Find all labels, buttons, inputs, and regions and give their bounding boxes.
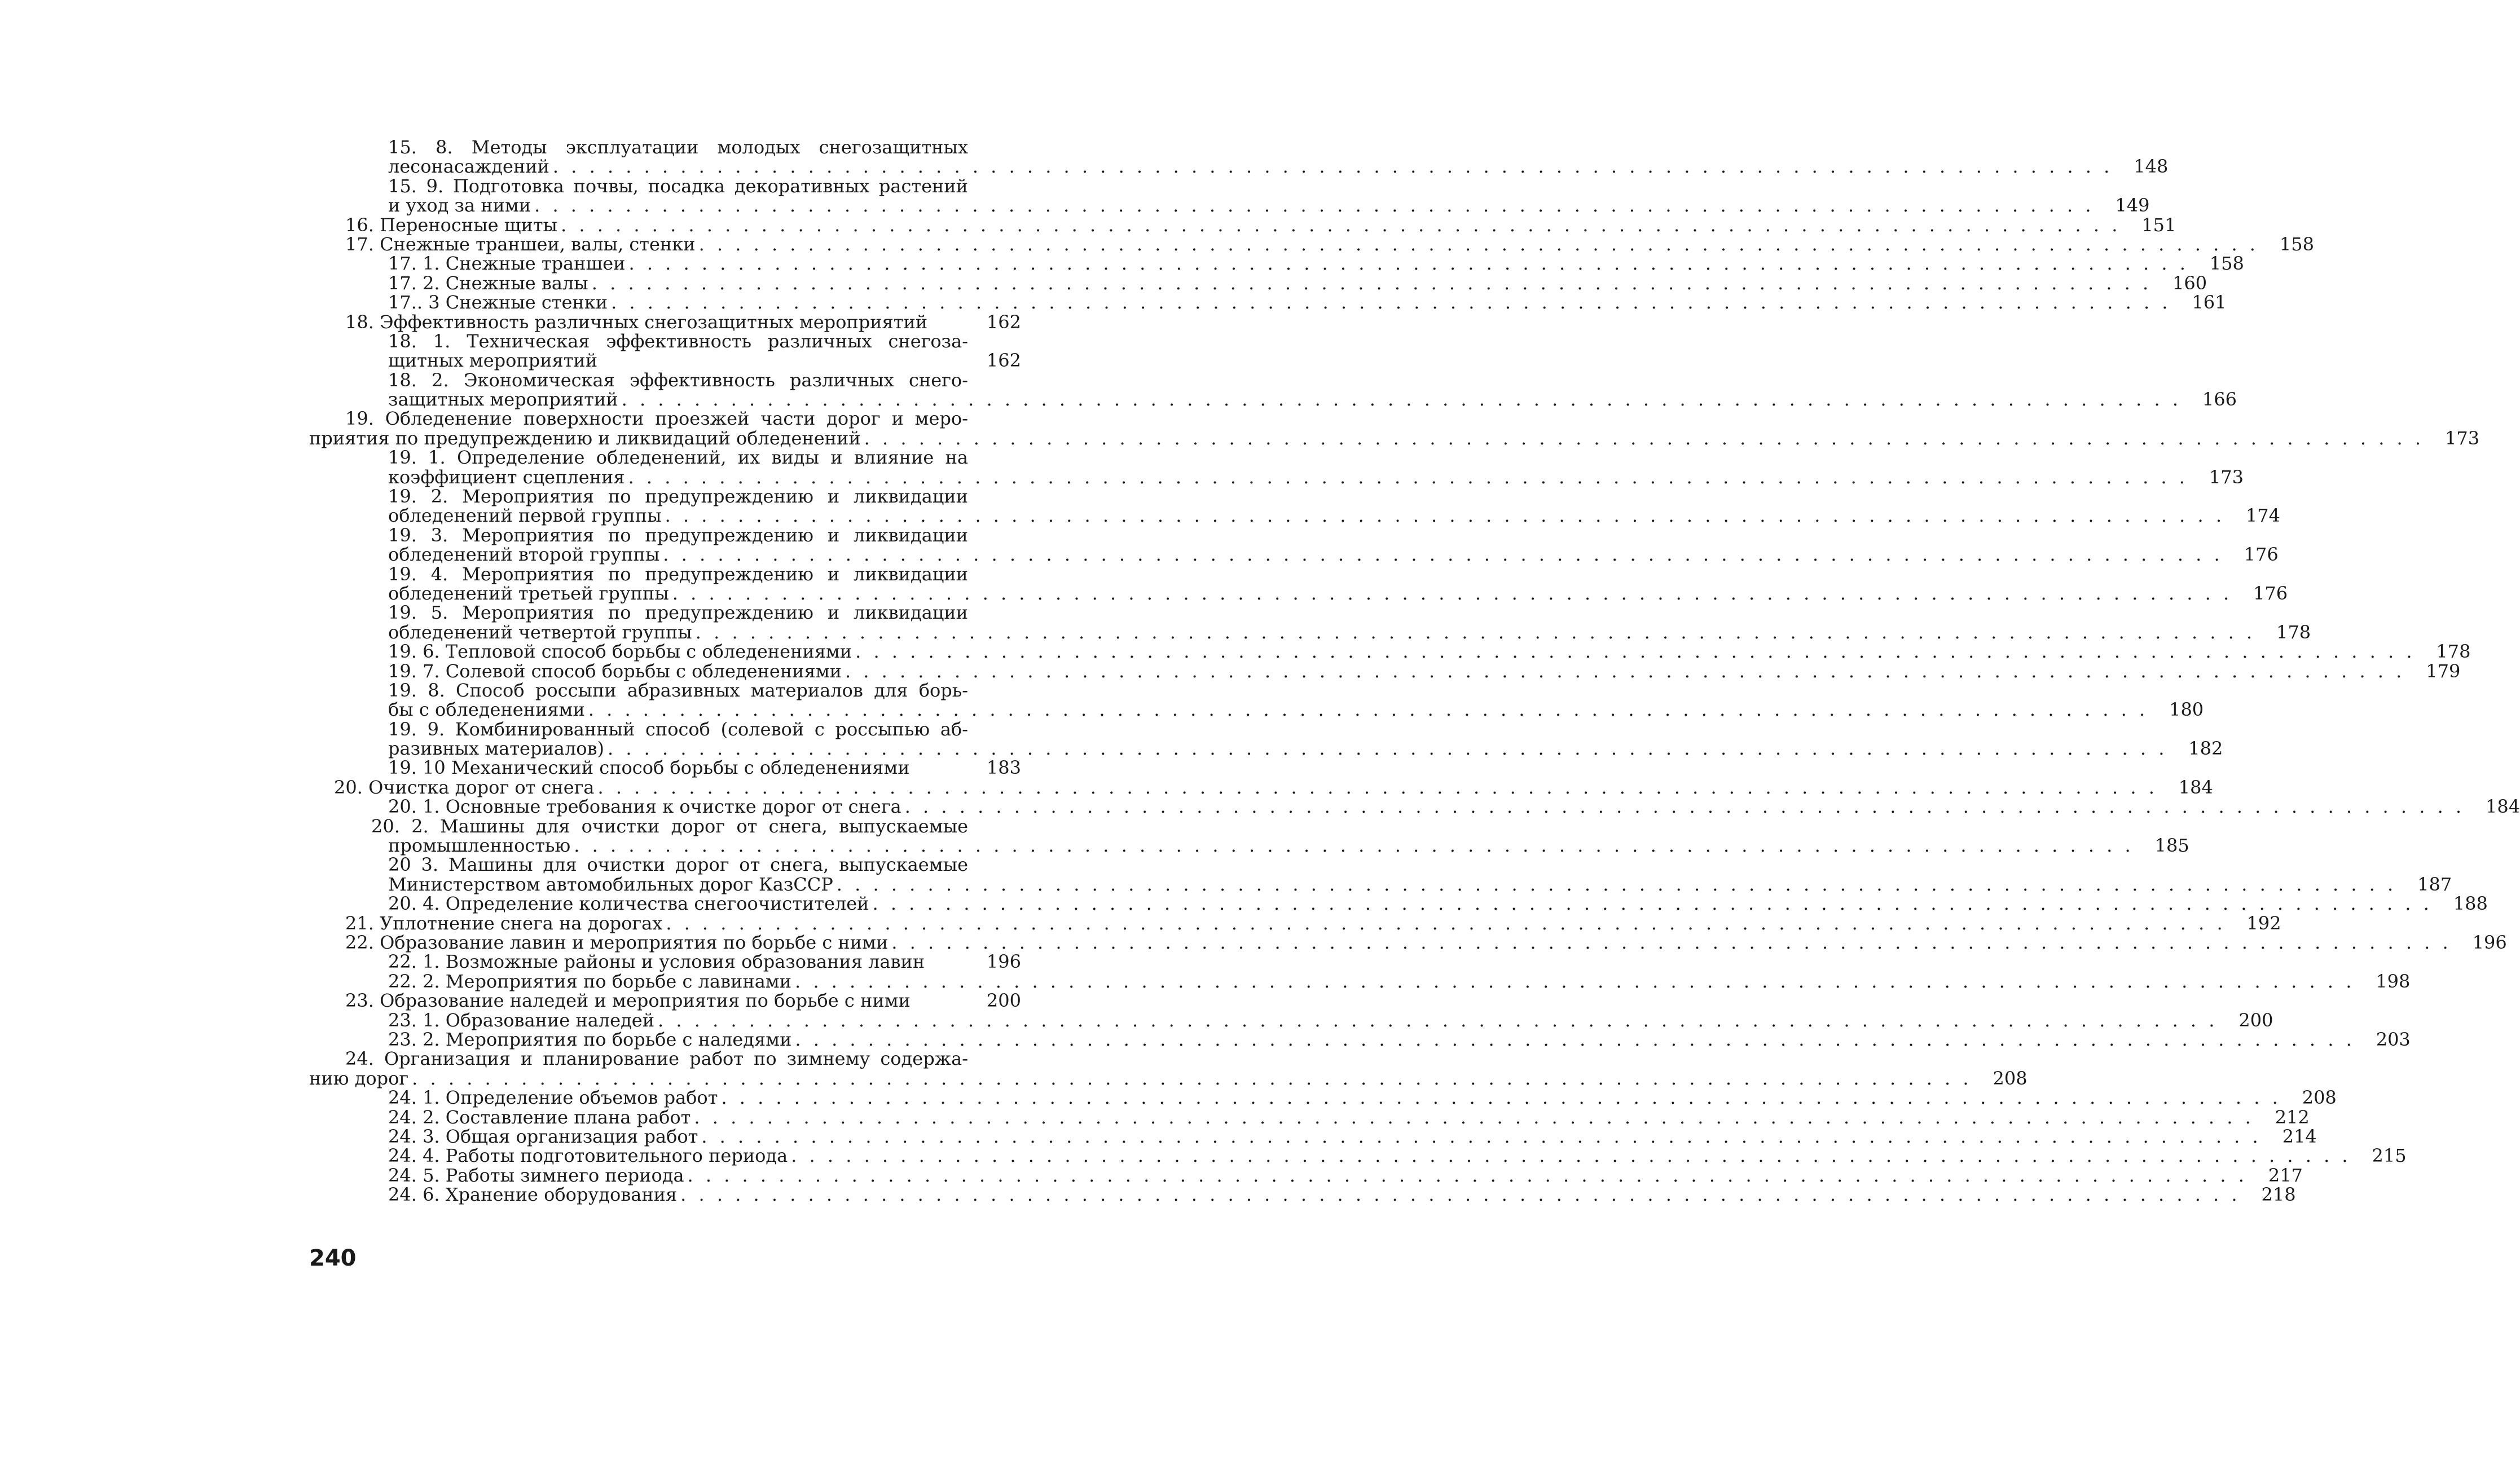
toc-entry	[309, 1049, 968, 1068]
toc-entry-title: 19. Обледенение поверхности проезжей части дорог и меро-	[345, 408, 968, 430]
dot-leader: . . . . . . . . . . . . . . . . . . . . . . . . . . . . . . . . . . . . . . . . . . . . . . . . . . . . . . . . . . . . . . . . . . . . . . . . . . . . . . . . . . . . . .	[621, 389, 2182, 411]
dot-leader: . . . . . . . . . . . . . . . . . . . . . . . . . . . . . . . . . . . . . . . . . . . . . . . . . . . . . . . . . . . . . . . . . . . . . . . . . . . . . . . . . . . . . .	[628, 466, 2188, 488]
toc-entry-title: 20. 1. Основные требования к очистке дорог от снега	[388, 796, 901, 818]
toc-page-number: 174	[2245, 505, 2280, 527]
dot-leader: . . . . . . . . . . . . . . . . . . . . . . . . . . . . . . . . . . . . . . . . . . . . . . . . . . . . . . . . . . . . . . . . . . . . . . . . . . . . . . . . . . . . . .	[872, 893, 2433, 915]
toc-entry-title: 19. 9. Комбинированный способ (солевой с россыпью аб-	[388, 718, 968, 740]
dot-leader: . . . . . . . . . . . . . . . . . . . . . . . . . . . . . . . . . . . . . . . . . . . . . . . . . . . . . . . . . . . . . . . . . . . . . . . . . . . . . . . . . . . . . .	[574, 835, 2134, 857]
dot-leader: . . . . . . . . . . . . . . . . . . . . . . . . . . . . . . . . . . . . . . . . . . . . . . . . . . . . . . . . . . . . . . . . . . . . . . . . . . . . . . . . . . . . . .	[855, 641, 2416, 663]
toc-entry-title: 19. 5. Мероприятия по предупреждению и ликвидации	[388, 602, 968, 624]
dot-leader: . . . . . . . . . . . . . . . . . . . . . . . . . . . . . . . . . . . . . . . . . . . . . . . . . . . . . . . . . . . . . . . . . . . . . . . . . . . . . . . . . . . . . .	[680, 1184, 2241, 1206]
toc-row	[309, 932, 2507, 953]
toc-entry	[309, 274, 2154, 293]
toc-entry-title: 19. 4. Мероприятия по предупреждению и ликвидации	[388, 563, 968, 585]
dot-leader: . . . . . . . . . . . . . . . . . . . . . . . . . . . . . . . . . . . . . . . . . . . . . . . . . . . . . . . . . . . . . . . . . . . . . . . . . . . . . . . . . . . . . .	[412, 1067, 1972, 1089]
toc-row	[309, 272, 2207, 294]
toc-row	[309, 371, 1021, 390]
toc-entry	[309, 293, 2173, 312]
toc-entry-title: 24. 2. Составление плана работ	[388, 1106, 691, 1128]
toc-entry-title: обледенений первой группы	[388, 505, 662, 527]
toc-row	[309, 253, 2244, 275]
toc-entry-title: 15. 9. Подготовка почвы, посадка декоративных растений	[388, 175, 968, 197]
toc-row	[309, 1049, 1021, 1068]
dot-leader: . . . . . . . . . . . . . . . . . . . . . . . . . . . . . . . . . . . . . . . . . . . . . . . . . . . . . . . . . . . . . . . . . . . . . . . . . . . . . . . . . . . . . .	[628, 253, 2189, 275]
dot-leader: . . . . . . . . . . . . . . . . . . . . . . . . . . . . . . . . . . . . . . . . . . . . . . . . . . . . . . . . . . . . . . . . . . . . . . . . . . . . . . . . . . . . . .	[836, 873, 2397, 895]
toc-entry-title: 20 3. Машины для очистки дорог от снега, выпускаемые	[388, 854, 968, 876]
toc-row	[309, 855, 1021, 874]
toc-row	[309, 912, 2281, 934]
toc-page-number: 192	[2246, 912, 2281, 934]
toc-entry	[309, 662, 2407, 681]
toc-page-number: 188	[2453, 893, 2488, 915]
toc-entry-title: 24. 4. Работы подготовительного периода	[388, 1145, 788, 1167]
toc-row	[309, 466, 2244, 488]
toc-entry	[309, 623, 2258, 642]
toc-row	[309, 138, 1021, 157]
toc-entry-title: 19. 2. Мероприятия по предупреждению и ликвидации	[388, 486, 968, 508]
toc-entry	[309, 778, 2160, 797]
dot-leader: . . . . . . . . . . . . . . . . . . . . . . . . . . . . . . . . . . . . . . . . . . . . . . . . . . . . . . . . . . . . . . . . . . . . . . . . . . . . . . . . . . . . . .	[891, 932, 2452, 953]
toc-page-number: 214	[2282, 1125, 2317, 1147]
toc-page-number: 151	[2141, 214, 2176, 236]
toc-page-number: 208	[1993, 1067, 2028, 1089]
toc-row	[309, 835, 2189, 857]
toc-entry-title: 19. 6. Тепловой способ борьбы с обледенениями	[388, 641, 852, 663]
toc-entry	[309, 390, 2184, 409]
toc-entry-title: 24. 5. Работы зимнего периода	[388, 1164, 684, 1186]
toc-entry	[309, 1146, 2354, 1165]
toc-row	[309, 796, 2520, 818]
toc-entry-title: 18. 2. Экономическая эффективность различных снего-	[388, 369, 968, 391]
toc-entry	[309, 1069, 1974, 1088]
toc-row	[309, 641, 2471, 663]
toc-entry	[309, 565, 968, 584]
toc-page-number: 173	[2209, 466, 2244, 488]
dot-leader: . . . . . . . . . . . . . . . . . . . . . . . . . . . . . . . . . . . . . . . . . . . . . . . . . . . . . . . . . . . . . . . . . . . . . . . . . . . . . . . . . . . . . .	[791, 1145, 2351, 1167]
toc-entry	[309, 603, 968, 622]
toc-row	[309, 681, 1021, 700]
toc-entry-title: 19. 10 Механический способ борьбы с обледенениями	[388, 757, 910, 779]
toc-row	[309, 195, 2150, 217]
toc-entry	[309, 1108, 2257, 1127]
toc-page-number: 218	[2261, 1184, 2296, 1206]
toc-page-number: 176	[2253, 582, 2288, 604]
toc-row	[309, 952, 1021, 971]
toc-row	[309, 389, 2237, 411]
dot-leader: . . . . . . . . . . . . . . . . . . . . . . . . . . . . . . . . . . . . . . . . . . . . . . . . . . . . . . . . . . . . . . . . . . . . . . . . . . . . . . . . . . . . . .	[561, 214, 2121, 236]
toc-page-number: 179	[2426, 660, 2461, 682]
toc-row	[309, 582, 2288, 604]
table-of-contents	[309, 136, 2520, 1206]
toc-entry-title: 19. 1. Определение обледенений, их виды и влияние на	[388, 447, 968, 469]
toc-entry-title: 23. 2. Мероприятия по борьбе с наледями	[388, 1028, 792, 1050]
toc-row	[309, 565, 1021, 584]
dot-leader: . . . . . . . . . . . . . . . . . . . . . . . . . . . . . . . . . . . . . . . . . . . . . . . . . . . . . . . . . . . . . . . . . . . . . . . . . . . . . . . . . . . . . .	[663, 544, 2223, 566]
toc-entry	[309, 584, 2235, 603]
toc-page-number: 158	[2279, 233, 2314, 255]
toc-entry-title: 19. 7. Солевой способ борьбы с обледенениями	[388, 660, 842, 682]
toc-entry	[309, 972, 2357, 991]
toc-page-number: 148	[2134, 156, 2169, 178]
dot-leader: . . . . . . . . . . . . . . . . . . . . . . . . . . . . . . . . . . . . . . . . . . . . . . . . . . . . . . . . . . . . . . . . . . . . . . . . . . . . . . . . . . . . . .	[695, 621, 2256, 643]
toc-row	[309, 526, 1021, 545]
dot-leader: . . . . . . . . . . . . . . . . . . . . . . . . . . . . . . . . . . . . . . . . . . . . . . . . . . . . . . . . . . . . . . . . . . . . . . . . . . . . . . . . . . . . . .	[904, 796, 2465, 818]
toc-entry-title: нию дорог	[309, 1067, 409, 1089]
toc-page-number: 182	[2188, 738, 2223, 760]
toc-entry	[309, 332, 968, 351]
toc-page-number: 200	[2238, 1009, 2273, 1031]
dot-leader: . . . . . . . . . . . . . . . . . . . . . . . . . . . . . . . . . . . . . . . . . . . . . . . . . . . . . . . . . . . . . . . . . . . . . . . . . . . . . . . . . . . . . .	[687, 1164, 2248, 1186]
toc-entry-title: 17. 1. Снежные траншеи	[388, 253, 626, 275]
toc-entry	[309, 312, 968, 332]
toc-entry	[309, 642, 2417, 661]
toc-entry	[309, 991, 968, 1010]
toc-entry-title: Министерством автомобильных дорог КазССР	[388, 873, 833, 895]
toc-entry-title: 17. Снежные траншеи, валы, стенки	[345, 233, 696, 255]
toc-page-number: 158	[2209, 253, 2244, 275]
toc-entry	[309, 487, 968, 506]
toc-row	[309, 332, 1021, 351]
toc-row	[309, 1028, 2411, 1050]
toc-page-number: 161	[2192, 292, 2227, 314]
toc-row	[309, 1067, 2028, 1089]
toc-entry	[309, 351, 968, 370]
toc-entry	[309, 1088, 2284, 1107]
toc-row	[309, 738, 2223, 760]
toc-entry	[309, 739, 2170, 758]
toc-entry-title: обледенений второй группы	[388, 544, 660, 566]
toc-page-number: 217	[2268, 1164, 2303, 1186]
page-number: 240	[309, 1245, 357, 1271]
toc-entry	[309, 1166, 2250, 1185]
toc-entry-title: 24. 6. Хранение оборудования	[388, 1184, 678, 1206]
toc-entry-title: 24. 1. Определение объемов работ	[388, 1087, 718, 1109]
toc-row	[309, 1164, 2303, 1186]
toc-entry	[309, 1030, 2358, 1049]
toc-row	[309, 817, 1021, 836]
toc-entry	[309, 138, 968, 157]
toc-page-number: 166	[2202, 389, 2237, 411]
toc-row	[309, 1184, 2296, 1206]
dot-leader: . . . . . . . . . . . . . . . . . . . . . . . . . . . . . . . . . . . . . . . . . . . . . . . . . . . . . . . . . . . . . . . . . . . . . . . . . . . . . . . . . . . . . .	[611, 292, 2171, 314]
toc-entry-title: обледенений четвертой группы	[388, 621, 692, 643]
toc-page-number: 178	[2276, 621, 2311, 643]
dot-leader: . . . . . . . . . . . . . . . . . . . . . . . . . . . . . . . . . . . . . . . . . . . . . . . . . . . . . . . . . . . . . . . . . . . . . . . . . . . . . . . . . . . . . .	[845, 660, 2405, 682]
dot-leader: . . . . . . . . . . . . . . . . . . . . . . . . . . . . . . . . . . . . . . . . . . . . . . . . . . . . . . . . . . . . . . . . . . . . . . . . . . . . . . . . . . . . . .	[552, 156, 2113, 178]
toc-row	[309, 409, 1021, 428]
toc-entry	[309, 700, 2150, 719]
toc-row	[309, 603, 1021, 622]
dot-leader: . . . . . . . . . . . . . . . . . . . . . . . . . . . . . . . . . . . . . . . . . . . . . . . . . . . . . . . . . . . . . . . . . . . . . . . . . . . . . . . . . . . . . .	[665, 505, 2225, 527]
dot-leader: . . . . . . . . . . . . . . . . . . . . . . . . . . . . . . . . . . . . . . . . . . . . . . . . . . . . . . . . . . . . . . . . . . . . . . . . . . . . . . . . . . . . . .	[794, 970, 2355, 992]
toc-entry-title: 23. 1. Образование наледей	[388, 1009, 655, 1031]
toc-entry-title: бы с обледенениями	[388, 699, 585, 721]
toc-entry-title: и уход за ними	[388, 195, 531, 217]
toc-entry	[309, 235, 2261, 254]
toc-page-number: 176	[2244, 544, 2279, 566]
toc-row	[309, 1145, 2407, 1167]
toc-page-number: 200	[986, 990, 1021, 1012]
toc-entry	[309, 933, 2454, 952]
toc-entry-title: 24. 3. Общая организация работ	[388, 1125, 698, 1147]
toc-entry-title: коэффициент сцепления	[388, 466, 625, 488]
toc-entry-title: 22. 2. Мероприятия по борьбе с лавинами	[388, 970, 791, 992]
toc-row	[309, 699, 2204, 721]
toc-entry	[309, 1011, 2220, 1030]
toc-entry-title: 21. Уплотнение снега на дорогах	[345, 912, 663, 934]
toc-entry	[309, 545, 2226, 564]
dot-leader: . . . . . . . . . . . . . . . . . . . . . . . . . . . . . . . . . . . . . . . . . . . . . . . . . . . . . . . . . . . . . . . . . . . . . . . . . . . . . . . . . . . . . .	[591, 272, 2152, 294]
toc-entry-title: щитных мероприятий	[388, 350, 598, 372]
toc-row	[309, 427, 2480, 449]
toc-page-number: 184	[2486, 796, 2520, 818]
toc-row	[309, 1087, 2337, 1109]
toc-entry	[309, 196, 2096, 215]
toc-entry	[309, 758, 968, 777]
toc-entry	[309, 1127, 2264, 1146]
toc-row	[309, 177, 1021, 196]
toc-page-number: 196	[2472, 932, 2507, 953]
toc-entry-title: 20. Очистка дорог от снега	[334, 776, 595, 798]
toc-entry-title: 19. 8. Способ россыпи абразивных материалов для борь-	[388, 679, 968, 701]
toc-entry-title: 17. 2. Снежные валы	[388, 272, 588, 294]
toc-entry-title: разивных материалов)	[388, 738, 604, 760]
toc-page-number: 185	[2154, 835, 2189, 857]
toc-entry-title: обледенений третьей группы	[388, 582, 669, 604]
dot-leader: . . . . . . . . . . . . . . . . . . . . . . . . . . . . . . . . . . . . . . . . . . . . . . . . . . . . . . . . . . . . . . . . . . . . . . . . . . . . . . . . . . . . . .	[721, 1087, 2281, 1109]
toc-entry	[309, 409, 968, 428]
toc-row	[309, 351, 1021, 370]
toc-entry-title: 15. 8. Методы эксплуатации молодых снегозащитных	[388, 136, 968, 158]
toc-entry-title: 16. Переносные щиты	[345, 214, 557, 236]
dot-leader: . . . . . . . . . . . . . . . . . . . . . . . . . . . . . . . . . . . . . . . . . . . . . . . . . . . . . . . . . . . . . . . . . . . . . . . . . . . . . . . . . . . . . .	[534, 195, 2095, 217]
toc-page-number: 196	[986, 951, 1021, 973]
toc-row	[309, 1125, 2317, 1147]
toc-entry-title: 20. 4. Определение количества снегоочистителей	[388, 893, 869, 915]
toc-entry	[309, 875, 2399, 894]
toc-row	[309, 970, 2411, 992]
toc-row	[309, 991, 1021, 1010]
toc-row	[309, 621, 2311, 643]
toc-entry	[309, 681, 968, 700]
toc-entry-title: лесонасаждений	[388, 156, 549, 178]
toc-entry	[309, 855, 968, 874]
toc-row	[309, 873, 2452, 895]
dot-leader: . . . . . . . . . . . . . . . . . . . . . . . . . . . . . . . . . . . . . . . . . . . . . . . . . . . . . . . . . . . . . . . . . . . . . . . . . . . . . . . . . . . . . .	[597, 776, 2158, 798]
toc-entry	[309, 157, 2115, 176]
toc-row	[309, 720, 1021, 739]
dot-leader: . . . . . . . . . . . . . . . . . . . . . . . . . . . . . . . . . . . . . . . . . . . . . . . . . . . . . . . . . . . . . . . . . . . . . . . . . . . . . . . . . . . . . .	[698, 233, 2259, 255]
toc-entry-title: промышленностью	[388, 835, 571, 857]
toc-page-number: 187	[2417, 873, 2452, 895]
toc-row	[309, 759, 1021, 778]
toc-page-number: 162	[986, 311, 1021, 333]
toc-page-number: 160	[2172, 272, 2207, 294]
toc-row	[309, 214, 2176, 236]
toc-entry	[309, 371, 968, 390]
dot-leader: . . . . . . . . . . . . . . . . . . . . . . . . . . . . . . . . . . . . . . . . . . . . . . . . . . . . . . . . . . . . . . . . . . . . . . . . . . . . . . . . . . . . . .	[607, 738, 2168, 760]
toc-entry	[309, 720, 968, 739]
toc-page-number: 203	[2376, 1028, 2411, 1050]
toc-row	[309, 776, 2213, 798]
toc-entry	[309, 177, 968, 196]
toc-row	[309, 1009, 2273, 1031]
dot-leader: . . . . . . . . . . . . . . . . . . . . . . . . . . . . . . . . . . . . . . . . . . . . . . . . . . . . . . . . . . . . . . . . . . . . . . . . . . . . . . . . . . . . . .	[672, 582, 2233, 604]
dot-leader: . . . . . . . . . . . . . . . . . . . . . . . . . . . . . . . . . . . . . . . . . . . . . . . . . . . . . . . . . . . . . . . . . . . . . . . . . . . . . . . . . . . . . .	[795, 1028, 2355, 1050]
toc-row	[309, 156, 2169, 178]
toc-entry-title: 23. Образование наледей и мероприятия по борьбе с ними	[345, 990, 911, 1012]
toc-entry	[309, 506, 2227, 525]
toc-entry-title: 24. Организация и планирование работ по зимнему содержа-	[345, 1048, 968, 1070]
toc-entry-title: 22. 1. Возможные районы и условия образования лавин	[388, 951, 925, 973]
toc-entry-title: 18. Эффективность различных снегозащитных мероприятий	[345, 311, 928, 333]
toc-entry	[309, 254, 2191, 273]
toc-entry	[309, 448, 968, 467]
toc-entry	[309, 894, 2435, 913]
toc-row	[309, 893, 2488, 915]
toc-row	[309, 505, 2280, 527]
dot-leader: . . . . . . . . . . . . . . . . . . . . . . . . . . . . . . . . . . . . . . . . . . . . . . . . . . . . . . . . . . . . . . . . . . . . . . . . . . . . . . . . . . . . . .	[658, 1009, 2218, 1031]
toc-entry-title: приятия по предупреждению и ликвидаций обледенений	[309, 427, 861, 449]
toc-entry	[309, 1185, 2243, 1204]
toc-entry	[309, 914, 2228, 933]
toc-entry	[309, 797, 2467, 816]
dot-leader: . . . . . . . . . . . . . . . . . . . . . . . . . . . . . . . . . . . . . . . . . . . . . . . . . . . . . . . . . . . . . . . . . . . . . . . . . . . . . . . . . . . . . .	[588, 699, 2149, 721]
toc-page-number: 215	[2372, 1145, 2407, 1167]
toc-row	[309, 292, 2227, 314]
toc-entry	[309, 817, 968, 836]
dot-leader: . . . . . . . . . . . . . . . . . . . . . . . . . . . . . . . . . . . . . . . . . . . . . . . . . . . . . . . . . . . . . . . . . . . . . . . . . . . . . . . . . . . . . .	[864, 427, 2425, 449]
toc-row	[309, 233, 2314, 255]
toc-entry-title: 17.. 3 Снежные стенки	[388, 292, 608, 314]
toc-entry	[309, 526, 968, 545]
toc-row	[309, 487, 1021, 506]
dot-leader: . . . . . . . . . . . . . . . . . . . . . . . . . . . . . . . . . . . . . . . . . . . . . . . . . . . . . . . . . . . . . . . . . . . . . . . . . . . . . . . . . . . . . .	[666, 912, 2226, 934]
toc-page-number: 198	[2376, 970, 2411, 992]
toc-entry-title: защитных мероприятий	[388, 389, 618, 411]
toc-entry	[309, 215, 2123, 235]
toc-page-number: 149	[2115, 195, 2150, 217]
toc-entry-title: 22. Образование лавин и мероприятия по борьбе с ними	[345, 932, 889, 953]
dot-leader: . . . . . . . . . . . . . . . . . . . . . . . . . . . . . . . . . . . . . . . . . . . . . . . . . . . . . . . . . . . . . . . . . . . . . . . . . . . . . . . . . . . . . .	[701, 1125, 2262, 1147]
toc-page-number: 212	[2275, 1106, 2310, 1128]
toc-row	[309, 448, 1021, 467]
toc-entry-title: 18. 1. Техническая эффективность различных снегоза-	[388, 330, 968, 352]
toc-entry	[309, 952, 968, 971]
toc-page-number: 208	[2302, 1087, 2337, 1109]
dot-leader: . . . . . . . . . . . . . . . . . . . . . . . . . . . . . . . . . . . . . . . . . . . . . . . . . . . . . . . . . . . . . . . . . . . . . . . . . . . . . . . . . . . . . .	[694, 1106, 2254, 1128]
toc-row	[309, 1106, 2310, 1128]
toc-page-number: 173	[2444, 427, 2480, 449]
toc-page-number: 178	[2436, 641, 2471, 663]
toc-entry-title: 19. 3. Мероприятия по предупреждению и ликвидации	[388, 524, 968, 546]
toc-entry	[309, 836, 2136, 855]
toc-row	[309, 660, 2461, 682]
toc-entry	[309, 468, 2191, 487]
toc-entry	[309, 429, 2426, 448]
toc-row	[309, 312, 1021, 332]
toc-page-number: 184	[2178, 776, 2213, 798]
toc-page-number: 180	[2169, 699, 2204, 721]
toc-page-number: 183	[986, 757, 1021, 779]
toc-page-number: 162	[986, 350, 1021, 372]
toc-row	[309, 544, 2279, 566]
toc-entry-title: 20. 2. Машины для очистки дорог от снега, выпускаемые	[371, 815, 968, 837]
